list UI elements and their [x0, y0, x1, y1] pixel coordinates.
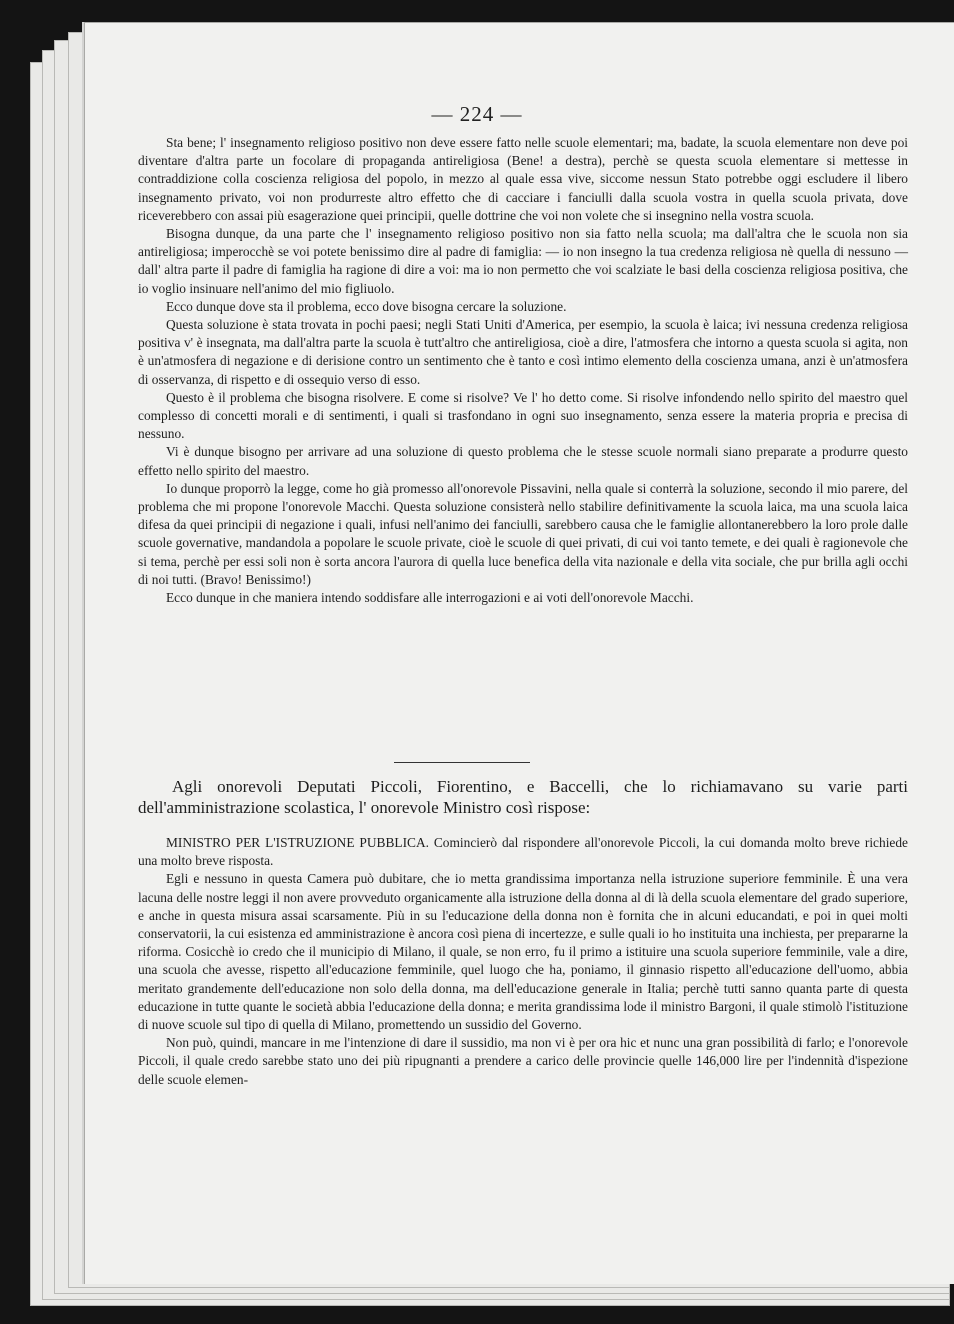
- paragraph: Questa soluzione è stata trovata in pochi paesi; negli Stati Uniti d'America, per esempio, la scuola è laica; ivi nessuna credenza religiosa positiva v' è insegnata, ma dall'altra parte la scuola è tutt'altro che antireligiosa, cioè a dire, l'atmosfera che intorno a questa scuola si agita, non è un'atmosfera di negazione e di derisione contro un sentimento che è tanto e così intimo elemento della coscienza umana, anzi è un'atmosfera di osservanza, di rispetto e di ossequio verso di esso.: [138, 317, 908, 387]
- paragraph: Ecco dunque dove sta il problema, ecco dove bisogna cercare la soluzione.: [166, 298, 567, 314]
- section-intro: Agli onorevoli Deputati Piccoli, Fiorentino, e Baccelli, che lo richiamavano su varie parti dell'amministrazione scolastica, l' onorevole Ministro così rispose:: [138, 777, 908, 817]
- paragraph: MINISTRO PER L'ISTRUZIONE PUBBLICA. Comincierò dal rispondere all'onorevole Piccoli, la cui domanda molto breve richiede una molto breve risposta.: [138, 835, 908, 869]
- page-number: — 224 —: [431, 102, 523, 126]
- paragraph: Ecco dunque in che maniera intendo soddisfare alle interrogazioni e ai voti dell'onorevole Macchi.: [166, 590, 694, 606]
- paragraph: Non può, quindi, mancare in me l'intenzione di dare il sussidio, ma non vi è per ora hic et nunc una gran possibilità di farlo; e l'onorevole Piccoli, il quale credo sarebbe stato uno dei più ripugnanti a prendere a carico delle provincie quelle 146,000 lire per l'indennità d'ispezione delle scuole elemen-: [138, 1035, 908, 1087]
- speech-section-1: [138, 134, 908, 607]
- section-divider: [394, 762, 530, 763]
- paragraph: Vi è dunque bisogno per arrivare ad una soluzione di questo problema che le stesse scuole normali siano preparate a produrre questo effetto nello spirito del maestro.: [138, 444, 908, 478]
- speech-section-2: [138, 834, 908, 1089]
- paragraph: Egli e nessuno in questa Camera può dubitare, che io metta grandissima importanza nella istruzione superiore femminile. È una vera lacuna delle nostre leggi il non avere provveduto organicamente alla istruzione della donna al di là della scuola elementare del grado superiore, e anche in questa misura assai scarsamente. Più in su l'educazione della donna non è fornita che in alcuni educandati, e poi in quei molti conservatorii, la cui esistenza ed amministrazione è ancora così piena di incertezze, e sulle quali io ho instituita una inchiesta, per prepararne la riforma. Cosicchè io credo che il municipio di Milano, il quale, se non erro, fu il primo a istituire una scuola superiore femminile, vale a dire, una scuola che avesse, rispetto all'educazione femminile, quel luogo che ha, poniamo, il ginnasio rispetto all'educazione dell'uomo, abbia meritato grandemente dell'educazione non solo della donna, ma dell'educazione generale in Italia; perchè tutti sanno quanta parte di questa educazione in tutte quante le società abbia l'educazione della donna; e merita grandissima lode il ministro Bargoni, il quale stimolò l'istituzione di nuove scuole sul tipo di quella di Milano, promettendo un sussidio del Governo.: [138, 871, 908, 1033]
- paragraph: Questo è il problema che bisogna risolvere. E come si risolve? Ve l' ho detto come. Si risolve infondendo nello spirito del maestro quel complesso di concetti morali e di sentimenti, i quali si trasfondano in ogni suo insegnamento, senza essere la materia propria e precisa di nessuno.: [138, 389, 908, 442]
- paragraph: Bisogna dunque, da una parte che l' insegnamento religioso positivo non sia fatto nella scuola; ma dall'altra che le scuola non sia antireligiosa; imperocchè se voi potete benissimo dire al padre di famiglia: — io non insegno la tua credenza religiosa nè quella di nessuno — dall' altra parte il padre di famiglia ha ragione di dire a voi: ma io non permetto che voi scalziate le basi della coscienza religiosa positiva, che io voglio insinuare nell'animo del mio figliuolo.: [138, 226, 908, 296]
- paragraph: Sta bene; l' insegnamento religioso positivo non deve essere fatto nelle scuole elementari; ma, badate, la scuola elementare non deve poi diventare d'altra parte un focolare di propaganda antireligiosa (Bene! a destra), perchè se questa scuola elementare si mettesse in contraddizione colla coscienza religiosa del popolo, in mezzo al quale essa vive, siccome nessun Stato potrebbe oggi escludere il libero insegnamento privato, voi non produrreste altro effetto che di cacciare i fanciulli dalla scuola vostra in quella scuola privata, dove riceverebbero con assai più esagerazione quei principii, quelle dottrine che voi non volete che si insegnino nella vostra scuola.: [138, 135, 908, 223]
- paragraph: Io dunque proporrò la legge, come ho già promesso all'onorevole Pissavini, nella quale si conterrà la soluzione, secondo il mio parere, del problema che mi propone l'onorevole Macchi. Questa soluzione consisterà nello stabilire definitivamente la scuola laica, ma una scuola laica difesa da quei principii di negazione i quali, infusi nell'animo dei fanciulli, sarebbero causa che le famiglie allontanerebbero la loro prole dalle scuole governative, mandandola a popolare le scuole private, cioè le scuole di quei privati, di cui voi tanto temete, e dei quali è ragionevole che si tema, perchè per essi soli non è sorta ancora l'aurora di quella luce benefica della vita nazionale e della vita sociale, che pur brilla agli occhi di noi tutti. (Bravo! Benissimo!): [138, 480, 908, 587]
